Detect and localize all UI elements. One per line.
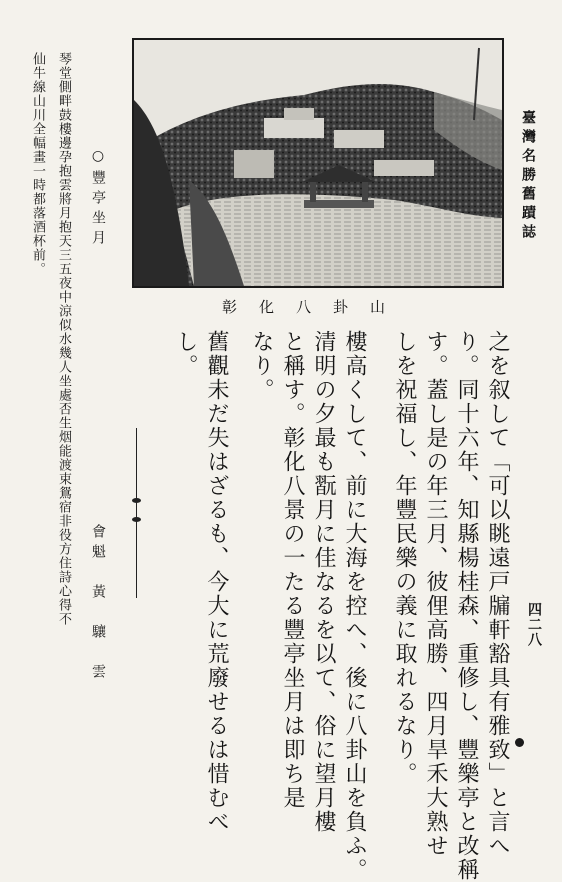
- main-text-column: 清明の夕最も翫月に佳なるを以て、俗に望月樓: [311, 330, 336, 834]
- divider-rule: [136, 428, 137, 598]
- divider-rule-ornament: [132, 498, 141, 503]
- main-text-column: り。同十六年、知縣楊桂森、重修し、豐樂亭と改稱: [454, 330, 479, 882]
- ink-mark: [515, 738, 524, 747]
- poem-line: 琴堂側畔鼓樓邊孕抱雲將月抱天三五夜中涼似水幾人坐處否生烟能渡束鴛宿非役方住詩心得不: [56, 52, 71, 626]
- page-number: 四二八: [526, 602, 542, 647]
- journal-title: 臺灣名勝舊蹟誌: [520, 110, 536, 243]
- main-text-column: と稱す。彰化八景の一たる豐亭坐月は即ち是: [280, 330, 305, 810]
- main-text-column: 樓高くして、前に大海を控へ、後に八卦山を負ふ。: [342, 330, 367, 882]
- photo-illustration: [134, 40, 502, 286]
- main-text-column: 舊觀未だ失はざるも、今大に荒廢せるは惜むべ: [204, 330, 229, 834]
- main-text-column: し。: [173, 330, 198, 378]
- divider-rule-ornament: [132, 517, 141, 522]
- photo-caption: 彰化八卦山: [222, 298, 408, 316]
- main-text-column: 之を叙して「可以眺遠戸牖軒豁具有雅致」と言へ: [485, 330, 510, 858]
- poem-author: 會魁 黃 驤 雲: [90, 524, 106, 684]
- poem-title: ○豐亭坐月: [90, 148, 106, 250]
- main-text-column: しを祝福し、年豐民樂の義に取れるなり。: [392, 330, 417, 786]
- main-text-column: なり。: [249, 330, 274, 402]
- poem-line: 仙牛線山川全幅畫一時都落酒杯前。: [30, 52, 45, 276]
- main-text-column: す。蓋し是の年三月、彼俚高勝、四月旱禾大熟せ: [423, 330, 448, 858]
- photograph: [132, 38, 504, 288]
